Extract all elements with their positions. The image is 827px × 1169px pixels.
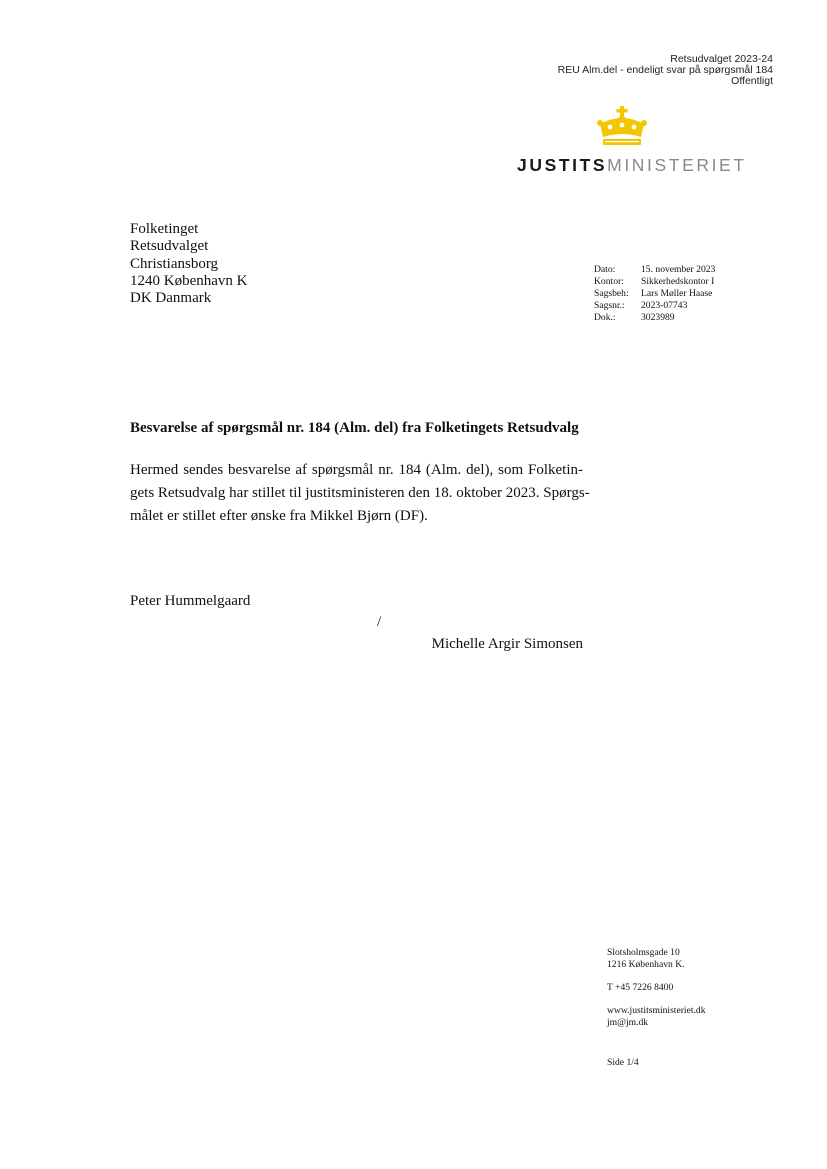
- recipient-line: Folketinget: [130, 221, 199, 237]
- footer-email-link[interactable]: jm@jm.dk: [607, 1016, 649, 1028]
- meta-key: Dok.:: [594, 312, 616, 323]
- header-committee: Retsudvalget 2023-24: [670, 53, 773, 65]
- meta-row-office: [594, 276, 715, 288]
- meta-key: Sagsbeh:: [594, 288, 629, 299]
- meta-row-date: [594, 264, 715, 276]
- meta-value: Lars Møller Haase: [641, 288, 713, 299]
- meta-value: 3023989: [641, 312, 675, 323]
- meta-row-document: [594, 312, 715, 324]
- document-header: [558, 54, 773, 87]
- footer-city: 1216 København K.: [607, 958, 685, 970]
- ministry-logo: [517, 155, 747, 176]
- body-line: Hermed sendes besvarelse af spørgsmål nr. 184 (Alm. del), som Folketin-: [130, 462, 583, 478]
- footer-contact: [607, 1005, 706, 1028]
- meta-key: Sagsnr.:: [594, 300, 625, 311]
- recipient-address: [130, 221, 247, 307]
- meta-row-handler: [594, 288, 715, 300]
- recipient-line: Christiansborg: [130, 255, 219, 272]
- footer-address: [607, 947, 685, 970]
- signature-secondary: Michelle Argir Simonsen: [431, 636, 583, 652]
- recipient-line: 1240 København K: [130, 272, 248, 289]
- letter-subject: Besvarelse af spørgsmål nr. 184 (Alm. del) fra Folketingets Retsudvalg: [130, 420, 579, 436]
- letter-body: [130, 459, 590, 528]
- meta-row-case-number: [594, 300, 715, 312]
- page-number: Side 1/4: [607, 1057, 639, 1068]
- logo-light-text: MINISTERIET: [607, 155, 747, 175]
- meta-key: Dato:: [594, 264, 616, 275]
- logo-bold-text: JUSTITS: [517, 155, 608, 175]
- footer-phone: T +45 7226 8400: [607, 982, 674, 993]
- recipient-line: DK Danmark: [130, 290, 212, 307]
- body-line: målet er stillet efter ønske fra Mikkel Bjørn (DF).: [130, 508, 428, 524]
- crown-icon: [596, 106, 648, 150]
- meta-key: Kontor:: [594, 276, 624, 287]
- footer-website-link[interactable]: www.justitsministeriet.dk: [607, 1005, 706, 1016]
- case-metadata: [594, 264, 715, 324]
- header-classification: Offentligt: [731, 75, 773, 87]
- footer-street: Slotsholmsgade 10: [607, 947, 680, 958]
- body-line: gets Retsudvalg har stillet til justitsministeren den 18. oktober 2023. Spørgs-: [130, 485, 590, 501]
- meta-value: 2023-07743: [641, 300, 688, 311]
- recipient-line: Retsudvalget: [130, 238, 209, 255]
- signature-separator: /: [377, 614, 382, 630]
- signature-primary: Peter Hummelgaard: [130, 593, 251, 609]
- header-document-ref: REU Alm.del - endeligt svar på spørgsmål 184: [557, 64, 773, 76]
- meta-value: 15. november 2023: [641, 264, 716, 275]
- meta-value: Sikkerhedskontor I: [641, 276, 715, 287]
